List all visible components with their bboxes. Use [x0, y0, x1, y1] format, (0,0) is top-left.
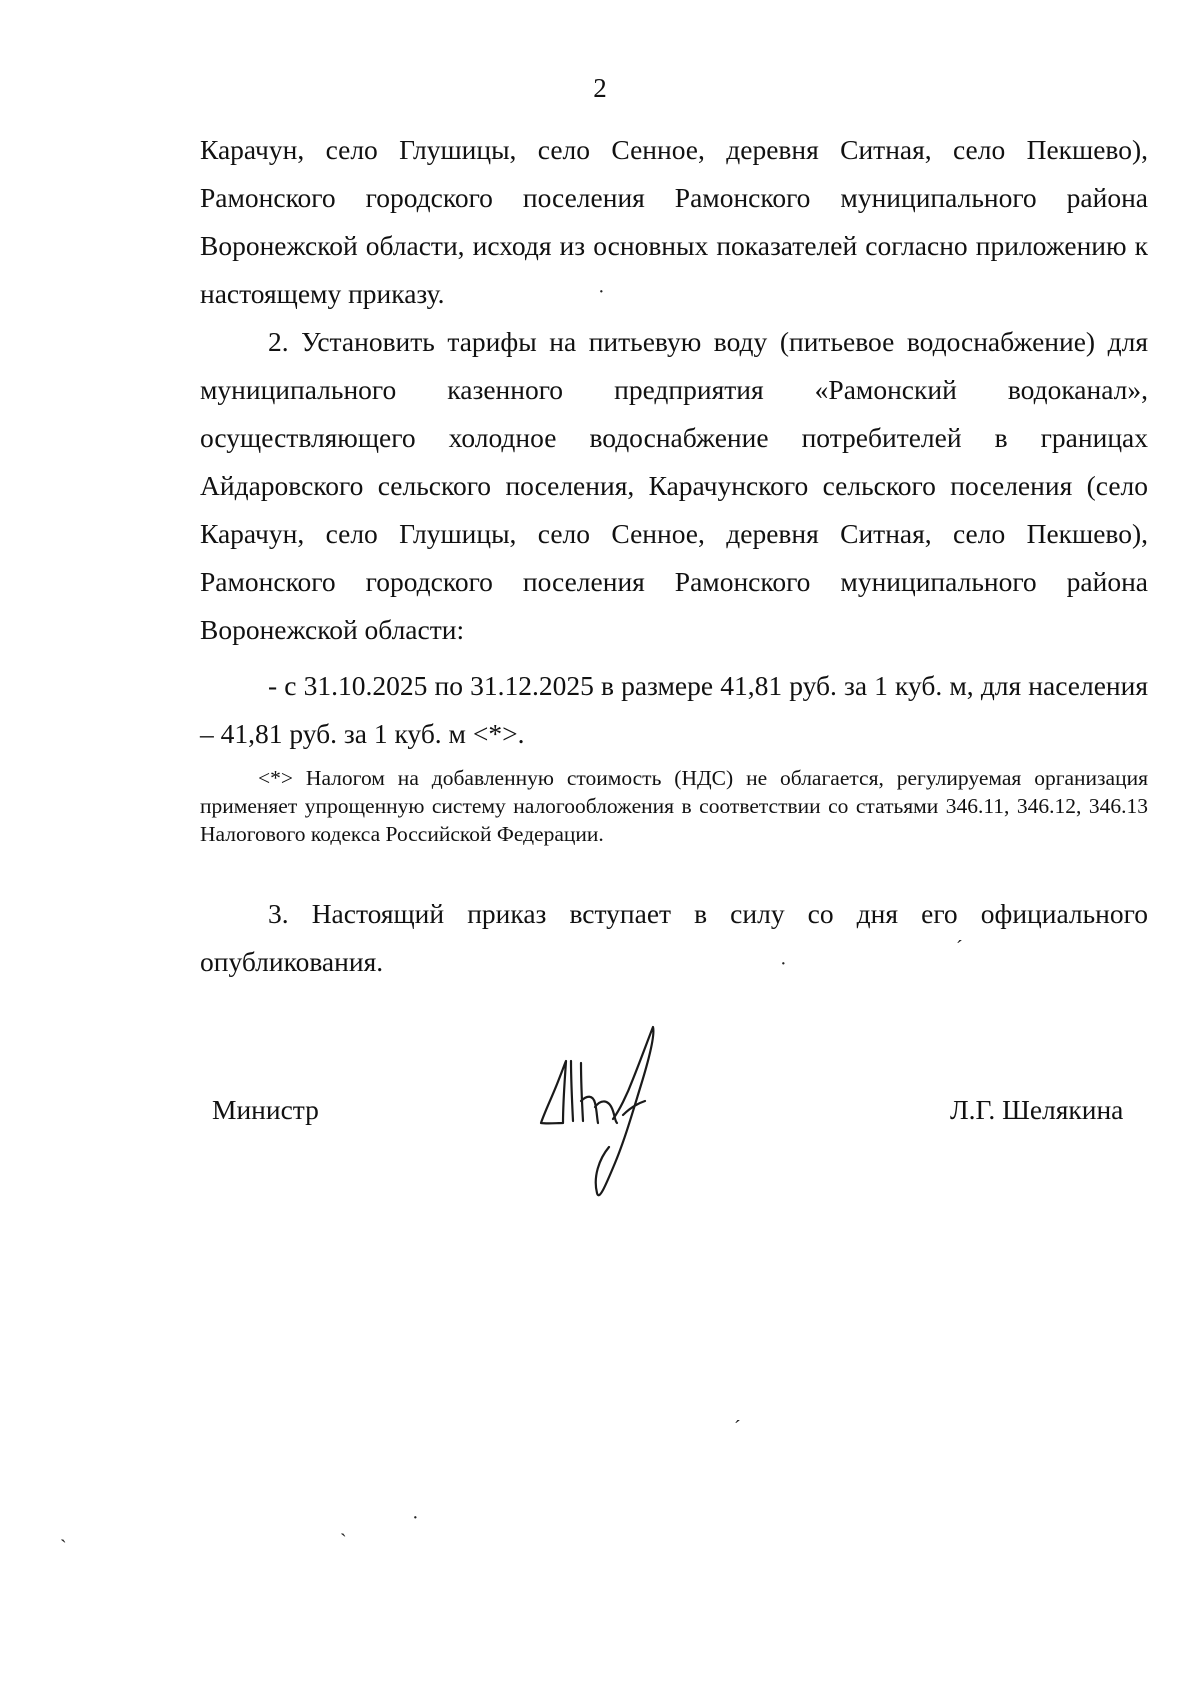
scan-speck: ·	[780, 953, 787, 975]
tariff-line: - с 31.10.2025 по 31.12.2025 в размере 41,81 руб. за 1 куб. м, для населения – 41,81 руб. за 1 куб. м <*>.	[200, 670, 1148, 749]
paragraph-2: 2. Установить тарифы на питьевую воду (питьевое водоснабжение) для муниципального казенного предприятия «Рамонский водоканал», осуществляющего холодное водоснабжение потребителей в границах Айдаровского сельского поселения, Карачунского сельского поселения (село Карачун, село Глушицы, село Сенное, деревня Ситная, село Пекшево), Рамонского городского поселения Рамонского муниципального района Воронежской области:	[200, 326, 1148, 645]
document-body	[200, 126, 1148, 318]
scan-speck: ·	[598, 281, 605, 303]
document-body-4	[200, 890, 1148, 986]
scan-speck: ˊ	[956, 937, 963, 959]
page-number: 2	[593, 73, 607, 103]
scan-speck: ˎ	[340, 1515, 347, 1537]
scan-speck: ˊ	[734, 1417, 741, 1439]
position-title: Министр	[212, 1094, 319, 1125]
footnote: <*> Налогом на добавленную стоимость (НДС) не облагается, регулируемая организация применяет упрощенную систему налогообложения в соответствии со статьями 346.11, 346.12, 346.13 Налогового кодекса Российской Федерации.	[200, 766, 1148, 846]
scan-speck: ·	[412, 1507, 419, 1529]
paragraph-3: 3. Настоящий приказ вступает в силу со дня его официального опубликования.	[200, 898, 1148, 977]
handwritten-signature	[535, 1015, 675, 1205]
signer-name: Л.Г. Шелякина	[950, 1094, 1124, 1125]
scan-speck: ˏ	[60, 1521, 67, 1543]
document-body-2	[200, 318, 1148, 654]
document-body-3	[200, 662, 1148, 758]
paragraph-1-continued: Карачун, село Глушицы, село Сенное, деревня Ситная, село Пекшево), Рамонского городского поселения Рамонского муниципального района Воронежской области, исходя из основных показателей согласно приложению к настоящему приказу.	[200, 134, 1148, 309]
